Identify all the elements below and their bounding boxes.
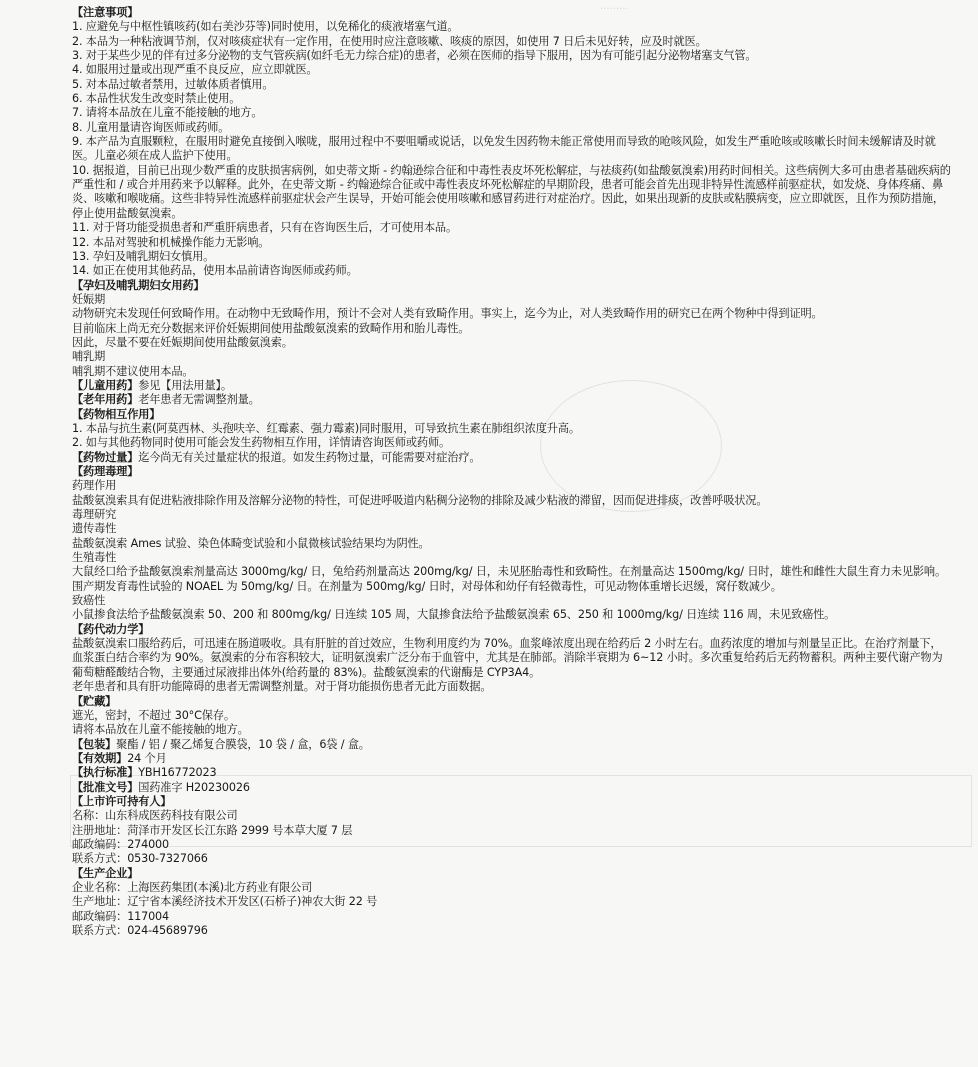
body-line: 遮光，密封，不超过 30°C保存。 xyxy=(72,708,235,722)
body-line: 联系方式：0530-7327066 xyxy=(72,852,208,866)
section-heading xyxy=(72,695,952,709)
body-line: 注册地址：菏泽市开发区长江东路 2999 号本草大厦 7 层 xyxy=(72,823,353,837)
body-line: 13. 孕妇及哺乳期妇女慎用。 xyxy=(72,249,215,263)
body-line: 8. 儿童用量请咨询医师或药师。 xyxy=(72,120,230,134)
body-line: 5. 对本品过敏者禁用，过敏体质者慎用。 xyxy=(72,77,274,91)
heading-value: 国药准字 H20230026 xyxy=(138,780,250,794)
body-line: 名称：山东科成医药科技有限公司 xyxy=(72,809,238,823)
leaflet-text xyxy=(72,6,952,938)
body-line: 盐酸氨溴索 Ames 试验、染色体畸变试验和小鼠微核试验结果均为阴性。 xyxy=(72,536,430,550)
body-line: 生产地址：辽宁省本溪经济技术开发区(石桥子)神农大街 22 号 xyxy=(72,895,378,909)
body-line: 毒理研究 xyxy=(72,508,117,522)
body-line: 遗传毒性 xyxy=(72,522,117,536)
heading-value: 参见【用法用量】。 xyxy=(138,378,232,392)
body-line: 围产期发育毒性试验的 NOAEL 为 50mg/kg/ 日。在剂量为 500mg/kg/ 日时，对母体和幼仔有轻微毒性，可见动物体重增长迟缓，窝仔数减少。 xyxy=(72,579,782,593)
heading-label: 【药代动力学】 xyxy=(72,622,150,636)
section-heading xyxy=(72,795,952,809)
body-line: 老年患者和具有肝功能障碍的患者无需调整剂量。对于肾功能损伤患者无此方面数据。 xyxy=(72,680,492,694)
body-line: 企业名称：上海医药集团(本溪)北方药业有限公司 xyxy=(72,880,313,894)
body-line: 9. 本产品为直服颗粒，在服用时避免直接倒入喉咙，服用过程中不要咀嚼或说话，以免发生因药物未能正常使用而导致的呛咳风险，如发生严重呛咳或咳嗽长时间未缓解请及时就医。儿童必须在成人监护下使用。 xyxy=(72,135,936,163)
section-heading xyxy=(72,465,952,479)
body-line: 盐酸氨溴索具有促进粘液排除作用及溶解分泌物的特性，可促进呼吸道内粘稠分泌物的排除及减少粘液的滞留，因而促进排痰，改善呼吸状况。 xyxy=(72,493,768,507)
body-line: 2. 如与其他药物同时使用可能会发生药物相互作用，详情请咨询医师或药师。 xyxy=(72,436,451,450)
section-heading xyxy=(72,867,952,881)
heading-value: 老年患者无需调整剂量。 xyxy=(138,393,260,407)
body-line: 12. 本品对驾驶和机械操作能力无影响。 xyxy=(72,235,270,249)
section-heading xyxy=(72,738,952,752)
heading-label: 【贮藏】 xyxy=(72,694,117,708)
section-heading xyxy=(72,379,952,393)
heading-label: 【孕妇及哺乳期妇女用药】 xyxy=(72,278,205,292)
body-line: 盐酸氨溴索口服给药后，可迅速在肠道吸收。具有肝脏的首过效应，生物利用度约为 70%。血浆峰浓度出现在给药后 2 小时左右。血药浓度的增加与剂量呈正比。在治疗剂量下，血浆蛋白结合率约为 90%。氨溴索的分布容积较大，证明氨溴索广泛分布于血管中，尤其是在肺部。消除半衰期为 6~12 小时。多次重复给药后无药物蓄积。两种主要代谢产物为葡萄糖醛酸结合物，主要通过尿液排出体外(给药量的 83%)。盐酸氨溴索的代谢酶是 CYP3A4。 xyxy=(72,637,943,679)
section-heading xyxy=(72,781,952,795)
body-line: 妊娠期 xyxy=(72,292,106,306)
section-heading xyxy=(72,451,952,465)
body-line: 致癌性 xyxy=(72,594,106,608)
body-line: 邮政编码：117004 xyxy=(72,909,169,923)
section-heading xyxy=(72,623,952,637)
body-line: 联系方式：024-45689796 xyxy=(72,924,208,937)
body-line: 2. 本品为一种粘液调节剂，仅对咳痰症状有一定作用，在使用时应注意咳嗽、咳痰的原因，如使用 7 日后未见好转，应及时就医。 xyxy=(72,34,707,48)
body-line: 目前临床上尚无充分数据来评价妊娠期间使用盐酸氨溴索的致畸作用和胎儿毒性。 xyxy=(72,321,470,335)
body-line: 药理作用 xyxy=(72,479,117,493)
body-line: 11. 对于肾功能受损患者和严重肝病患者，只有在咨询医生后，才可使用本品。 xyxy=(72,221,457,235)
body-line: 邮政编码：274000 xyxy=(72,837,169,851)
heading-label: 【药物过量】 xyxy=(72,450,139,464)
body-line: 哺乳期 xyxy=(72,350,106,364)
body-line: 生殖毒性 xyxy=(72,551,117,565)
section-heading xyxy=(72,279,952,293)
heading-label: 【批准文号】 xyxy=(72,780,139,794)
body-line: 动物研究未发现任何致畸作用。在动物中无致畸作用，预计不会对人类有致畸作用。事实上，迄今为止，对人类致畸作用的研究已在两个物种中得到证明。 xyxy=(72,307,823,321)
body-line: 6. 本品性状发生改变时禁止使用。 xyxy=(72,92,241,106)
section-heading xyxy=(72,393,952,407)
heading-label: 【老年用药】 xyxy=(72,393,139,407)
heading-value: 聚酯 / 铝 / 聚乙烯复合膜袋，10 袋 / 盒，6袋 / 盒。 xyxy=(116,737,370,751)
show-through-text: ········· xyxy=(600,4,629,15)
heading-value: 迄今尚无有关过量症状的报道。如发生药物过量，可能需要对症治疗。 xyxy=(138,450,481,464)
body-line: 因此，尽量不要在妊娠期间使用盐酸氨溴索。 xyxy=(72,335,293,349)
section-heading xyxy=(72,6,952,20)
body-line: 10. 据报道，目前已出现少数严重的皮肤损害病例，如史蒂文斯 - 约翰逊综合征和中毒性表皮坏死松解症，与祛痰药(如盐酸氨溴索)用药时间相关。这些病例大多可由患者基础疾病的严重性和 / 或合并用药来予以解释。此外，在史蒂文斯 - 约翰逊综合征或中毒性表皮坏死松解症的早期阶段，患者可能会首先出现非特异性流感样前驱症状，如发烧、身体疼痛、鼻炎、咳嗽和喉咙痛。这些非特异性流感样前驱症状会产生误导，开始可能会使用咳嗽和感冒药进行对症治疗。因此，如果出现新的皮肤或粘膜病变，应立即就医，且作为预防措施，停止使用盐酸氨溴索。 xyxy=(72,163,951,220)
body-line: 7. 请将本品放在儿童不能接触的地方。 xyxy=(72,106,263,120)
heading-label: 【儿童用药】 xyxy=(72,378,139,392)
heading-label: 【生产企业】 xyxy=(72,866,139,880)
heading-label: 【药理毒理】 xyxy=(72,465,139,478)
body-line: 1. 本品与抗生素(阿莫西林、头孢呋辛、红霉素、强力霉素)同时服用，可导致抗生素在肺组织浓度升高。 xyxy=(72,421,580,435)
section-heading xyxy=(72,752,952,766)
body-line: 4. 如服用过量或出现严重不良反应，应立即就医。 xyxy=(72,63,318,77)
heading-label: 【注意事项】 xyxy=(72,6,139,19)
body-line: 哺乳期不建议使用本品。 xyxy=(72,364,194,378)
heading-label: 【药物相互作用】 xyxy=(72,407,161,421)
body-line: 1. 应避免与中枢性镇咳药(如右美沙芬等)同时使用，以免稀化的痰液堵塞气道。 xyxy=(72,20,459,34)
body-line: 请将本品放在儿童不能接触的地方。 xyxy=(72,723,249,737)
heading-label: 【有效期】 xyxy=(72,751,128,765)
section-heading xyxy=(72,766,952,780)
body-line: 大鼠经口给予盐酸氨溴索剂量高达 3000mg/kg/ 日，兔给药剂量高达 200mg/kg/ 日，未见胚胎毒性和致畸性。在剂量高达 1500mg/kg/ 日时，雄性和雌性大鼠生育力未见影响。 xyxy=(72,565,946,579)
section-heading xyxy=(72,408,952,422)
heading-label: 【上市许可持有人】 xyxy=(72,794,172,808)
body-line: 3. 对于某些少见的伴有过多分泌物的支气管疾病(如纤毛无力综合症)的患者，必须在医师的指导下服用，因为有可能引起分泌物堵塞支气管。 xyxy=(72,49,757,63)
body-line: 14. 如正在使用其他药品，使用本品前请咨询医师或药师。 xyxy=(72,264,358,278)
heading-label: 【执行标准】 xyxy=(72,766,139,780)
heading-value: 24 个月 xyxy=(127,751,167,765)
heading-label: 【包装】 xyxy=(72,737,117,751)
body-line: 小鼠掺食法给予盐酸氨溴索 50、200 和 800mg/kg/ 日连续 105 周，大鼠掺食法给予盐酸氨溴索 65、250 和 1000mg/kg/ 日连续 116 周，未见致癌性。 xyxy=(72,608,836,622)
heading-value: YBH16772023 xyxy=(138,766,217,780)
